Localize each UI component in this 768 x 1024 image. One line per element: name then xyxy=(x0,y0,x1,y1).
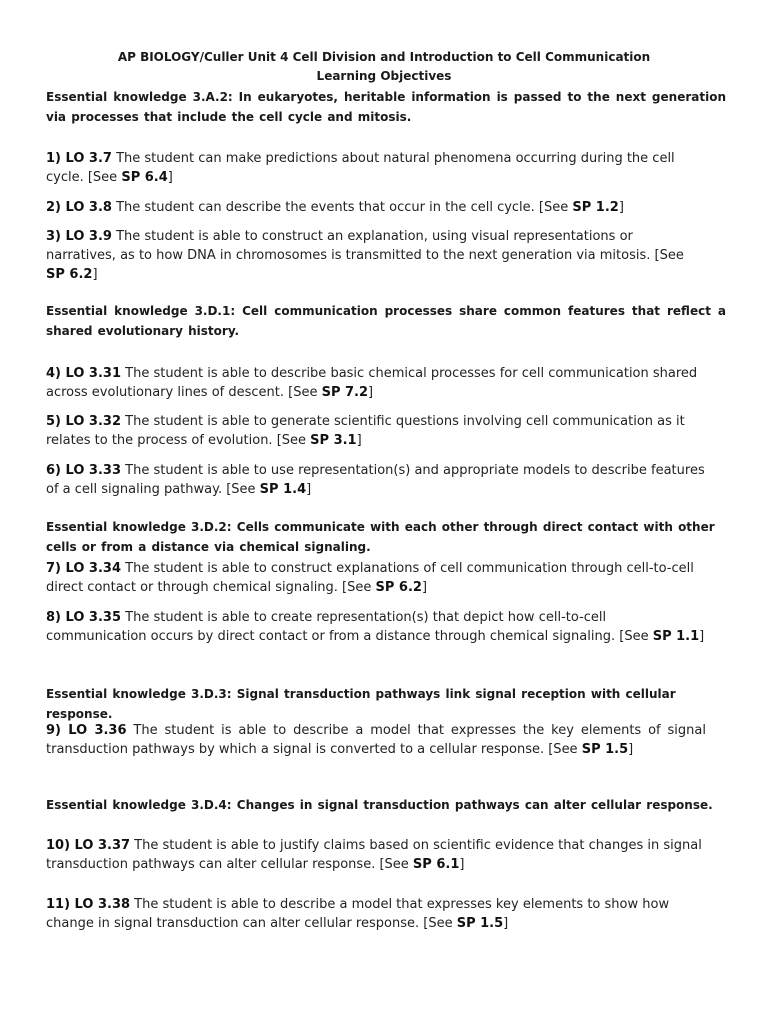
learning-objective-3: 3) LO 3.9 The student is able to construct an explanation, using visual representations or narratives, as to how DNA in chromosomes is transmitted to the next generation via mitosis. [See SP 6.2] xyxy=(46,229,684,282)
sp-ref: SP 6.2 xyxy=(375,580,422,595)
lo-text: The student is able to create representation(s) that depict how cell-to-cell communication occurs by direct contact or from a distance through chemical signaling. [See xyxy=(46,610,653,644)
sp-ref: SP 1.1 xyxy=(652,629,700,644)
learning-objective-1: 1) LO 3.7 The student can make predictions about natural phenomena occurring during the cell cycle. [See SP 6.4] xyxy=(46,151,675,185)
lo-number: 1) LO 3.7 xyxy=(46,151,112,166)
lo-number: 10) LO 3.37 xyxy=(46,838,131,853)
learning-objective-2: 2) LO 3.8 The student can describe the events that occur in the cell cycle. [See SP 1.2] xyxy=(46,200,624,215)
learning-objective-9: 9) LO 3.36 The student is able to describe a model that expresses the key elements of signal transduction pathways by which a signal is converted to a cellular response. [See SP 1.5] xyxy=(46,723,706,757)
essential-knowledge-3a2: Essential knowledge 3.A.2: In eukaryotes, heritable information is passed to the next generation via processes that include the cell cycle and mitosis. xyxy=(46,90,726,124)
sp-ref: SP 1.5 xyxy=(581,742,629,757)
lo-text: The student is able to generate scientific questions involving cell communication as it relates to the process of evolution. [See xyxy=(46,414,685,448)
lo-text: The student is able to construct explanations of cell communication through cell-to-cell direct contact or through chemical signaling. [See xyxy=(46,561,694,595)
sp-ref: SP 7.2 xyxy=(321,385,369,400)
essential-knowledge-3d2: Essential knowledge 3.D.2: Cells communicate with each other through direct contact with other cells or from a distance via chemical signaling. xyxy=(46,520,715,554)
sp-ref: SP 6.4 xyxy=(121,170,168,185)
lo-text: The student can make predictions about natural phenomena occurring during the cell cycle. [See xyxy=(46,151,675,185)
learning-objective-8: 8) LO 3.35 The student is able to create representation(s) that depict how cell-to-cell communication occurs by direct contact or from a distance through chemical signaling. [See SP 1.1] xyxy=(46,610,705,644)
lo-text: The student is able to describe a model that expresses key elements to show how change in signal transduction can alter cellular response. [See xyxy=(46,897,670,931)
learning-objective-7: 7) LO 3.34 The student is able to construct explanations of cell communication through cell-to-cell direct contact or through chemical signaling. [See SP 6.2] xyxy=(46,561,694,595)
learning-objective-11: 11) LO 3.38 The student is able to describe a model that expresses key elements to show how change in signal transduction can alter cellular response. [See SP 1.5] xyxy=(46,897,670,931)
learning-objective-10: 10) LO 3.37 The student is able to justify claims based on scientific evidence that changes in signal transduction pathways can alter cellular response. [See SP 6.1] xyxy=(46,838,702,872)
lo-number: 6) LO 3.33 xyxy=(46,463,121,478)
lo-number: 2) LO 3.8 xyxy=(46,200,112,215)
lo-number: 9) LO 3.36 xyxy=(46,723,127,738)
sp-ref: SP 1.5 xyxy=(456,916,504,931)
sp-ref: SP 1.4 xyxy=(259,482,307,497)
lo-text: The student is able to use representation(s) and appropriate models to describe features of a cell signaling pathway. [See xyxy=(46,463,705,497)
essential-knowledge-3d4: Essential knowledge 3.D.4: Changes in signal transduction pathways can alter cellular response. xyxy=(46,798,713,812)
sp-ref: SP 6.2 xyxy=(46,267,93,282)
sp-ref: SP 1.2 xyxy=(572,200,619,215)
learning-objective-6: 6) LO 3.33 The student is able to use representation(s) and appropriate models to describe features of a cell signaling pathway. [See SP 1.4] xyxy=(46,463,705,497)
lo-text: The student is able to construct an explanation, using visual representations or narratives, as to how DNA in chromosomes is transmitted to the next generation via mitosis. [See xyxy=(46,229,684,263)
lo-number: 8) LO 3.35 xyxy=(46,610,121,625)
lo-number: 5) LO 3.32 xyxy=(46,414,121,429)
learning-objective-5: 5) LO 3.32 The student is able to generate scientific questions involving cell communication as it relates to the process of evolution. [See SP 3.1] xyxy=(46,414,685,448)
lo-text: The student is able to describe basic chemical processes for cell communication shared across evolutionary lines of descent. [See xyxy=(46,366,698,400)
lo-text: The student is able to justify claims based on scientific evidence that changes in signal transduction pathways can alter cellular response. [See xyxy=(46,838,702,872)
essential-knowledge-3d3: Essential knowledge 3.D.3: Signal transduction pathways link signal reception with cellular response. xyxy=(46,687,676,721)
lo-text: The student can describe the events that occur in the cell cycle. [See xyxy=(111,200,573,215)
lo-number: 4) LO 3.31 xyxy=(46,366,121,381)
sp-ref: SP 6.1 xyxy=(412,857,460,872)
learning-objective-4: 4) LO 3.31 The student is able to describe basic chemical processes for cell communication shared across evolutionary lines of descent. [See SP 7.2] xyxy=(46,366,698,400)
lo-number: 3) LO 3.9 xyxy=(46,229,112,244)
lo-number: 7) LO 3.34 xyxy=(46,561,121,576)
page-subtitle: Learning Objectives xyxy=(316,69,452,83)
lo-text: The student is able to describe a model that expresses the key elements of signal transduction pathways by which a signal is converted to a cellular response. [See xyxy=(46,723,706,757)
sp-ref: SP 3.1 xyxy=(310,433,357,448)
lo-number: 11) LO 3.38 xyxy=(46,897,131,912)
page-title: AP BIOLOGY/Culler Unit 4 Cell Division and Introduction to Cell Communication xyxy=(117,50,651,64)
essential-knowledge-3d1: Essential knowledge 3.D.1: Cell communication processes share common features that reflect a shared evolutionary history. xyxy=(46,304,726,338)
